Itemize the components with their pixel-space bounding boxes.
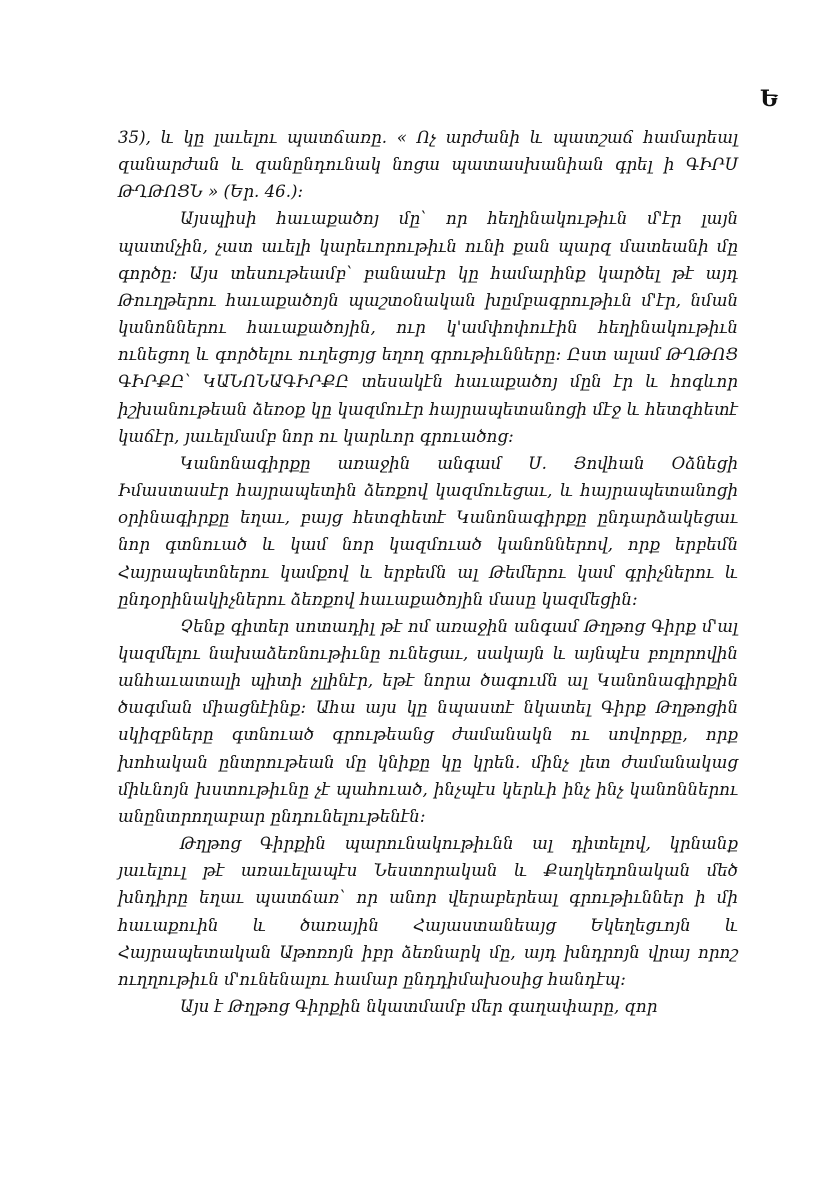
paragraph-6: Այս է Թղթոց Գիրքին նկատմամբ մեր գաղափարը, զոր — [180, 997, 658, 1016]
paragraph-5: Թղթոց Գիրքին պարունակութիւնն ալ դիտելով, կրնանք յաւելուլ թէ առաւելապէս Նեստորական և Քաղկեդոնական մեծ խնդիրը եղաւ պատճառ՝ որ անոր վերաբերեալ գրութիւններ ի մի հաւաքուին և ծառային Հայաստանեայց Եկեղեցւոյն և Հայրապետական Աթոռոյն իբր ձեռնարկ մը, այդ խնդրոյն վրայ որոշ ուղղութիւն մ'ունենալու համար ընդդիմախօսից հանդէպ։ — [118, 834, 738, 989]
body-text — [118, 124, 738, 1020]
paragraph-1: 35), և կը լաւելու պատճառը. « Ոչ արժանի և պատշաճ համարեալ զանարժան և զանընդունակ նոցա պատասխանիան գրել ի ԳԻՐՍ ԹՂԹՈՑՆ » (Եր. 46.)։ — [118, 128, 738, 202]
page-number: Ե — [760, 86, 779, 112]
paragraph-2: Այսպիսի հաւաքածոյ մը՝ որ հեղինակութիւն մ'էր լայն պատմչին, չատ աւելի կարեւորութիւն ունի քան պարզ մատեանի մը գործը։ Այս տեսութեամբ՝ բանասէր կը համարինք կարծել թէ այդ Թուղթերու հաւաքածոյն պաշտօնական խըմբագրութիւն մ'էր, նման կանոններու հաւաքածոյին, ուր կ'ամփոփուէին հեղինակութիւն ունեցող և գործելու ուղեցոյց եղող գրութիւնները։ Ըստ ալամ ԹՂԹՈՑ ԳԻՐՔԸ՝ ԿԱՆՈՆԱԳԻՐՔԸ տեսակէն հաւաքածոյ մըն էր և հոգևոր իշխանութեան ձեռօք կը կազմուէր հայրապետանոցի մէջ և հետզհետէ կաճէր, յաւելմամբ նոր ու կարևոր գրուածոց։ — [118, 209, 738, 446]
paragraph-3: Կանոնագիրքը առաջին անգամ Ս. Յովհան Օձնեցի Իմաստասէր հայրապետին ձեռքով կազմուեցաւ, և հայրապետանոցի օրինագիրքը եղաւ, բայց հետզհետէ Կանոնագիրքը ընդարձակեցաւ նոր գտնուած և կամ նոր կազմուած կանոններով, որք երբեմն Հայրապետներու կամքով և երբեմն ալ Թեմերու կամ գրիչներու և ընդօրինակիչներու ձեռքով հաւաքածոյին մասը կազմեցին։ — [118, 453, 738, 609]
paragraph-4: Չենք գիտեր սոտադիլ թէ ոմ առաջին անգամ Թղթոց Գիրք մ'ալ կազմելու նախաձեռնութիւնը ունեցաւ, սակայն և այնպէս բոլորովին անհաւատալի պիտի չլլինէր, եթէ նորա ծագումն ալ Կանոնագիրքին ծագման միացնէինք։ Ահա այս կը նպաստէ նկատել Գիրք Թղթոցին սկիզբները գտնուած գրութեանց ժամանակն ու սովորքը, որք խոհական ընտրութեան մը կնիքը կը կրեն. մինչ լետ ժամանակաց միևնոյն խստութիւնը չէ պահուած, ինչպէս կերևի ինչ ինչ կանոններու անընտրողաբար ընդունելութենէն։ — [118, 616, 738, 826]
